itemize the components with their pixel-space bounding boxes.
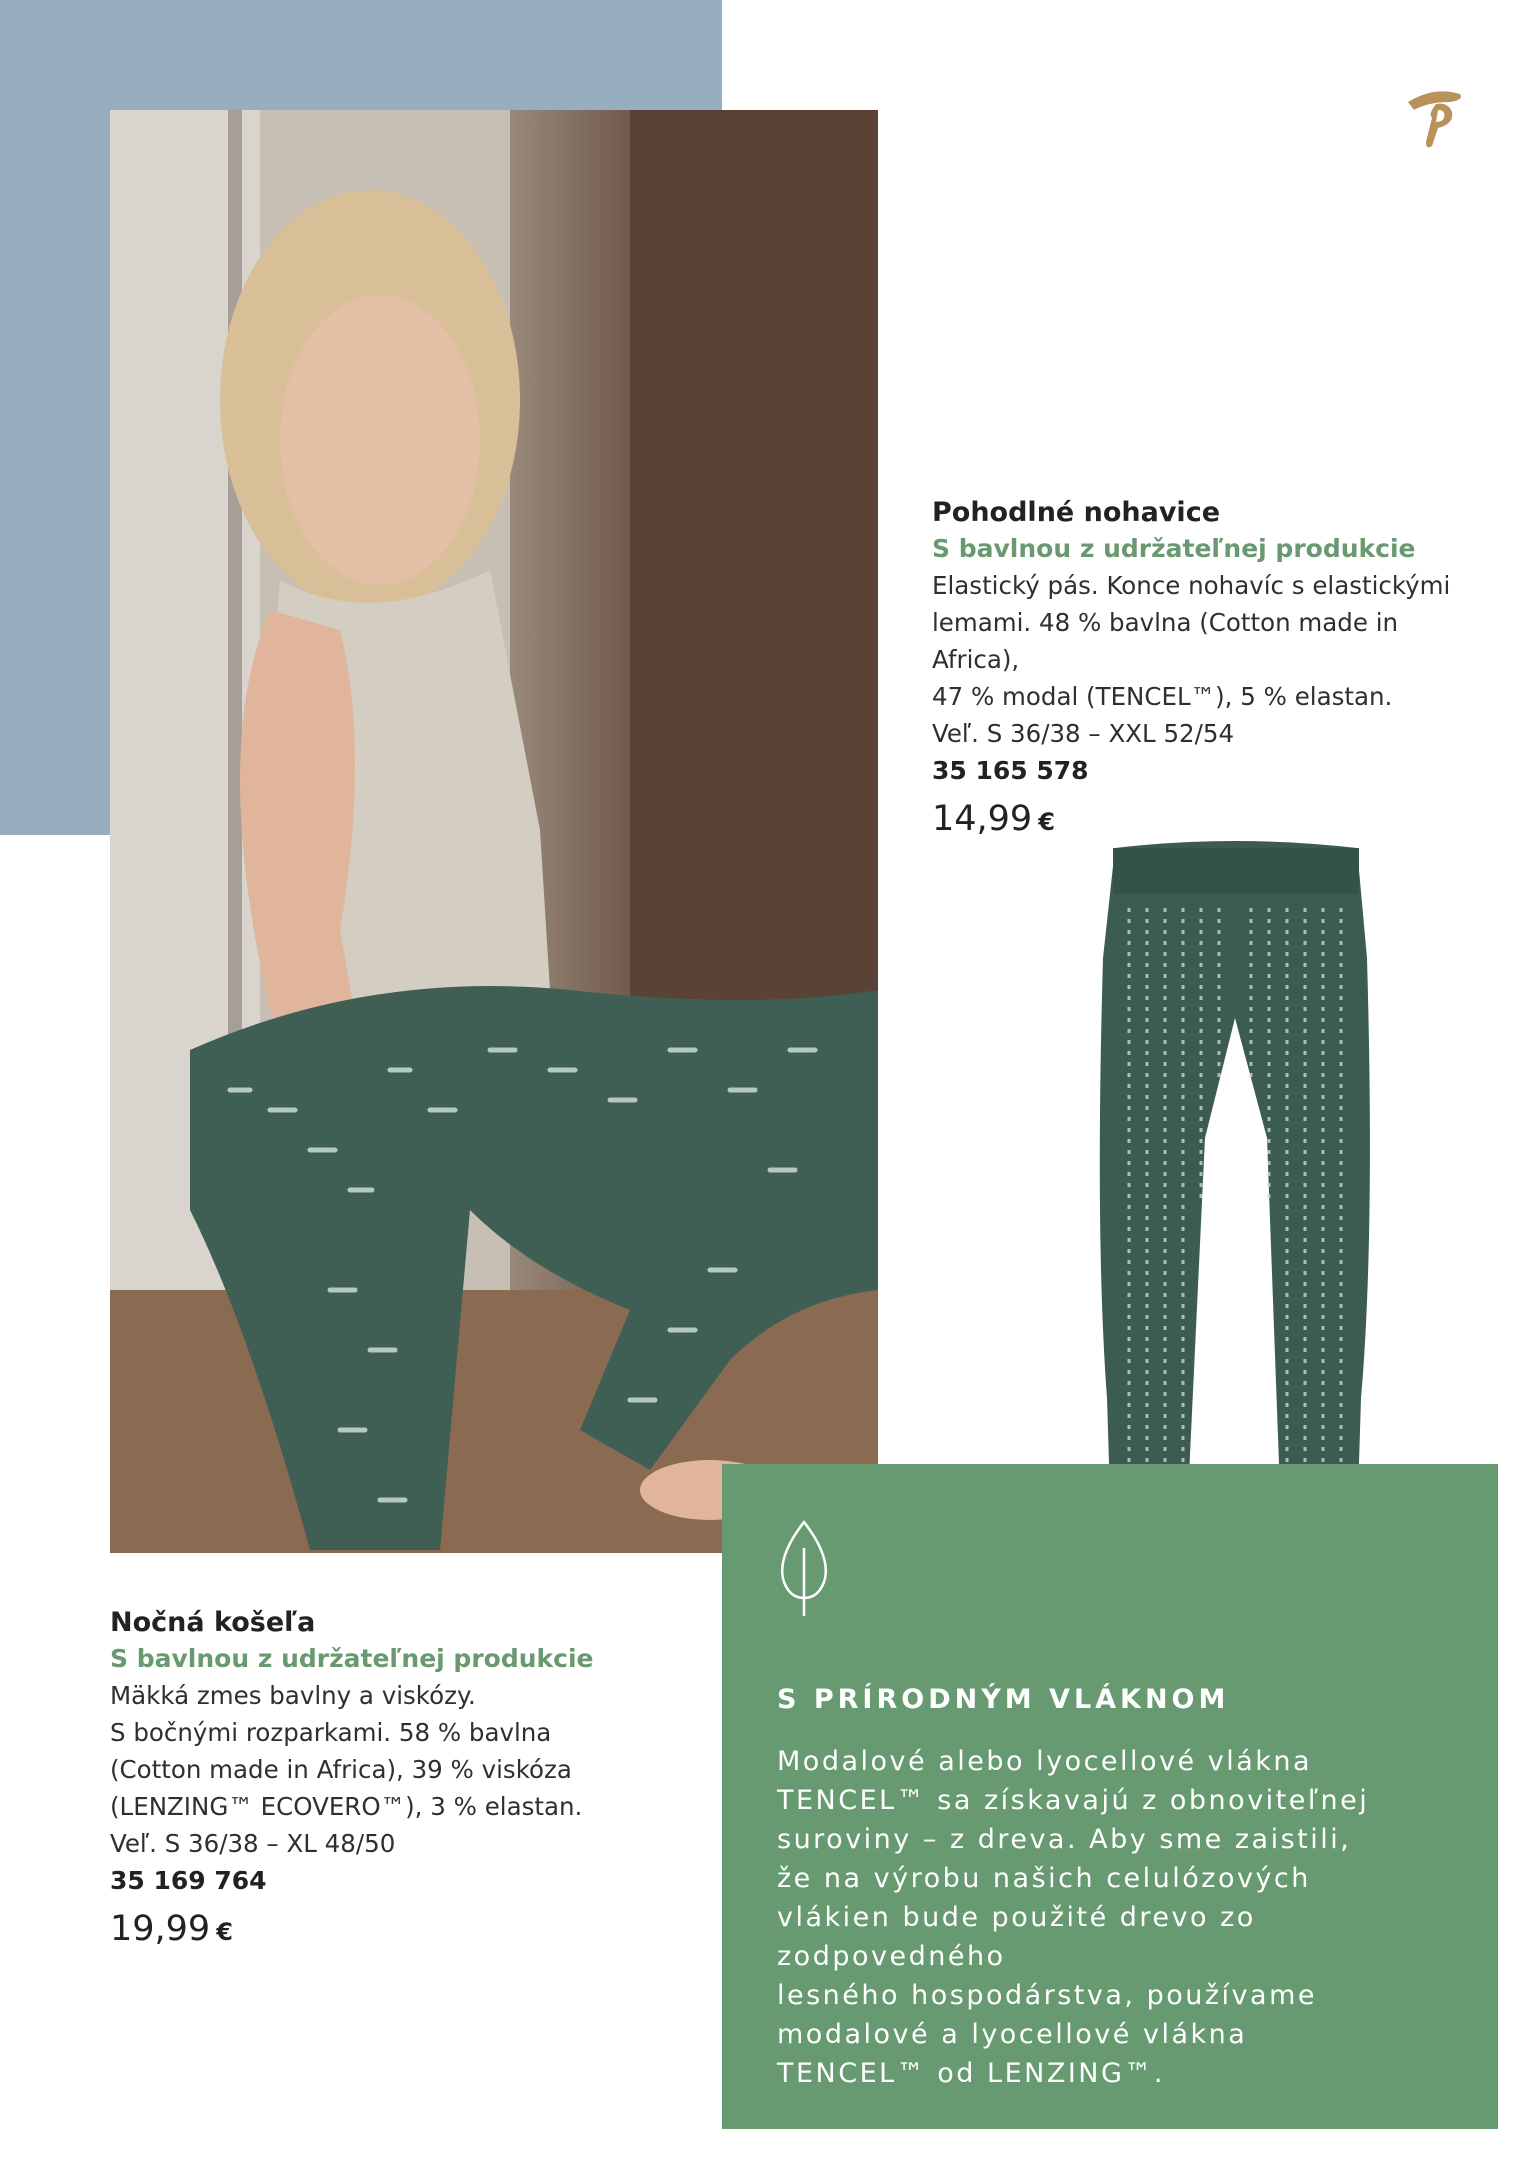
product-description-line: Elastický pás. Konce nohavíc s elastickými [932,571,1451,600]
info-box-natural-fiber [722,1464,1498,2129]
lifestyle-photo [110,110,878,1553]
product-description-line: lemami. 48 % bavlna (Cotton made in Africa), [932,608,1399,674]
product-description-line: Mäkká zmes bavlny a viskózy. [110,1681,476,1710]
price-value: 19,99 [110,1909,211,1949]
product-description-line: (LENZING™ ECOVERO™), 3 % elastan. [110,1792,583,1821]
product-description-line: S bočnými rozparkami. 58 % bavlna [110,1718,552,1747]
info-text-line: Modalové alebo lyocellové vlákna [777,1746,1313,1777]
info-text-line: TENCEL™ sa získavajú z obnoviteľnej [777,1785,1370,1816]
info-text-line: lesného hospodárstva, používame [777,1980,1317,2011]
price-value: 14,99 [932,799,1033,839]
product-size-range: Veľ. S 36/38 – XXL 52/54 [932,719,1235,748]
info-heading: S PRÍRODNÝM VLÁKNOM [777,1684,1230,1715]
info-text-line: TENCEL™ od LENZING™. [777,2058,1165,2089]
currency-symbol: € [1038,808,1055,836]
leaf-icon [774,1518,834,1618]
info-text [777,1742,1477,2093]
info-text-line: suroviny – z dreva. Aby sme zaistili, [777,1824,1352,1855]
info-text-line: že na výrobu našich celulózových [777,1863,1311,1894]
lifestyle-photo-illustration [110,110,878,1553]
product-title: Nočná košeľa [110,1607,316,1638]
product-nightshirt [110,1605,670,1959]
product-subtitle: S bavlnou z udržateľnej produkcie [932,534,1416,563]
product-description-line: 47 % modal (TENCEL™), 5 % elastan. [932,682,1393,711]
product-title: Pohodlné nohavice [932,497,1221,528]
tchibo-logo-icon [1398,80,1470,152]
product-code: 35 165 578 [932,756,1089,785]
product-description-line: (Cotton made in Africa), 39 % viskóza [110,1755,572,1784]
product-code: 35 169 764 [110,1866,267,1895]
product-subtitle: S bavlnou z udržateľnej produkcie [110,1644,594,1673]
currency-symbol: € [216,1918,233,1946]
product-pants [932,495,1492,849]
info-text-line: modalové a lyocellové vlákna [777,2019,1248,2050]
product-price [110,1902,670,1959]
info-text-line: vlákien bude použité drevo zo zodpovedného [777,1902,1256,1972]
product-size-range: Veľ. S 36/38 – XL 48/50 [110,1829,396,1858]
